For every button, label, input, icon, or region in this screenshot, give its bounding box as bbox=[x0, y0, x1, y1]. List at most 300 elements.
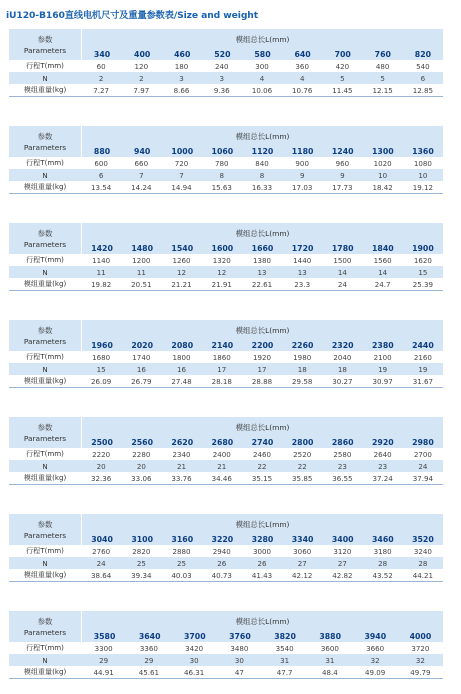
stroke-row-cells bbox=[81, 547, 443, 556]
length-header bbox=[82, 126, 443, 157]
n-row-cells bbox=[81, 462, 443, 471]
n-row-cells bbox=[81, 171, 443, 180]
document-title: iU120-B160直线电机尺寸及重量参数表/Size and weight bbox=[6, 10, 259, 21]
table-cell: 5 bbox=[380, 73, 385, 83]
weight-row bbox=[9, 278, 443, 291]
table-cell: 3300 bbox=[94, 643, 113, 653]
table-cell: 44.91 bbox=[93, 667, 114, 677]
length-value: 1240 bbox=[331, 147, 354, 156]
length-value: 3640 bbox=[138, 632, 161, 641]
length-values-row bbox=[82, 535, 443, 544]
length-value: 2200 bbox=[251, 341, 274, 350]
table-cell: 28.88 bbox=[251, 376, 273, 386]
stroke-row bbox=[9, 60, 443, 72]
table-cell: 9 bbox=[299, 170, 305, 180]
parameters-label-en: Parameters bbox=[23, 530, 67, 540]
stroke-row-label: 行程T(mm) bbox=[26, 643, 64, 652]
table-cell: 22.61 bbox=[251, 279, 273, 289]
table-cell: 3240 bbox=[413, 546, 432, 556]
weight-row-cells bbox=[81, 183, 443, 192]
table-cell: 360 bbox=[295, 61, 309, 71]
table-cell: 42.82 bbox=[332, 570, 353, 580]
parameters-label-cn: 参数 bbox=[37, 228, 53, 238]
table-cell: 21 bbox=[217, 461, 227, 471]
table-cell: 33.06 bbox=[131, 473, 152, 483]
weight-row bbox=[9, 375, 443, 388]
table-cell: 32 bbox=[370, 655, 380, 665]
length-header-label: 模组总长L(mm) bbox=[235, 423, 290, 432]
n-row-label: N bbox=[42, 655, 48, 665]
table-cell: 29.58 bbox=[292, 376, 313, 386]
table-cell: 17 bbox=[257, 364, 267, 374]
table-cell: 21 bbox=[177, 461, 187, 471]
stroke-row-label: 行程T(mm) bbox=[26, 255, 64, 264]
table-cell: 1500 bbox=[333, 255, 352, 265]
table-cell: 43.52 bbox=[372, 570, 393, 580]
table-cell: 1200 bbox=[132, 255, 151, 265]
table-cell: 9 bbox=[340, 170, 345, 180]
length-value: 2860 bbox=[331, 438, 354, 447]
stroke-row bbox=[9, 351, 443, 363]
parameters-label-cn: 参数 bbox=[37, 422, 53, 432]
length-header-label: 模组总长L(mm) bbox=[235, 617, 290, 626]
table-cell: 3540 bbox=[275, 643, 294, 653]
table-cell: 49.09 bbox=[364, 667, 386, 677]
table-cell: 28 bbox=[418, 558, 428, 568]
table-cell: 3 bbox=[179, 73, 184, 83]
table-cell: 4 bbox=[259, 73, 265, 83]
table-cell: 900 bbox=[295, 158, 309, 168]
table-cell: 6 bbox=[98, 170, 104, 180]
table-cell: 26 bbox=[217, 558, 227, 568]
table-cell: 21.91 bbox=[211, 279, 232, 289]
table-cell: 300 bbox=[255, 61, 269, 71]
length-value: 460 bbox=[174, 50, 191, 59]
table-cell: 11.45 bbox=[332, 85, 353, 95]
table-cell: 47.7 bbox=[276, 667, 293, 677]
table-cell: 14.24 bbox=[131, 182, 152, 192]
length-header-label: 模组总长L(mm) bbox=[235, 35, 290, 44]
table-cell: 12.85 bbox=[412, 85, 434, 95]
length-value: 700 bbox=[334, 50, 351, 59]
length-value: 940 bbox=[134, 147, 151, 156]
table-cell: 1920 bbox=[252, 352, 272, 362]
table-cell: 18 bbox=[337, 364, 347, 374]
weight-row bbox=[9, 666, 443, 679]
weight-row-label: 模组重量(kg) bbox=[23, 279, 67, 288]
table-cell: 14 bbox=[378, 267, 388, 277]
spec-table-1 bbox=[9, 29, 443, 97]
table-cell: 7 bbox=[179, 170, 184, 180]
table-cell: 1380 bbox=[252, 255, 272, 265]
table-cell: 12 bbox=[177, 267, 187, 277]
spec-table-5 bbox=[9, 417, 443, 485]
table-cell: 20 bbox=[136, 461, 146, 471]
table-cell: 7.97 bbox=[133, 85, 150, 95]
table-cell: 12.15 bbox=[372, 85, 393, 95]
length-value: 3100 bbox=[131, 535, 154, 544]
parameters-label-en: Parameters bbox=[23, 239, 67, 249]
table-cell: 660 bbox=[134, 158, 149, 168]
table-cell: 18.42 bbox=[372, 182, 393, 192]
weight-row-label: 模组重量(kg) bbox=[23, 376, 67, 385]
table-cell: 10 bbox=[418, 170, 428, 180]
length-value: 3280 bbox=[251, 535, 274, 544]
weight-row-label: 模组重量(kg) bbox=[23, 667, 67, 676]
table-header bbox=[9, 514, 443, 545]
weight-row bbox=[9, 569, 443, 582]
table-cell: 720 bbox=[174, 158, 189, 168]
table-cell: 28.18 bbox=[211, 376, 232, 386]
n-row bbox=[9, 557, 443, 569]
spec-table-3 bbox=[9, 223, 443, 291]
length-value: 2620 bbox=[171, 438, 194, 447]
table-cell: 420 bbox=[335, 61, 350, 71]
length-header bbox=[82, 29, 443, 60]
table-cell: 60 bbox=[96, 61, 106, 71]
table-cell: 2220 bbox=[92, 449, 111, 459]
length-value: 2020 bbox=[131, 341, 154, 350]
table-cell: 1320 bbox=[212, 255, 231, 265]
weight-row-cells bbox=[81, 668, 443, 677]
table-cell: 3060 bbox=[293, 546, 312, 556]
table-cell: 3720 bbox=[411, 643, 430, 653]
table-cell: 29 bbox=[99, 655, 109, 665]
table-cell: 11 bbox=[136, 267, 146, 277]
table-cell: 34.46 bbox=[211, 473, 232, 483]
table-cell: 1260 bbox=[172, 255, 191, 265]
stroke-row bbox=[9, 545, 443, 557]
length-value: 1960 bbox=[91, 341, 113, 350]
parameters-label-cn: 参数 bbox=[37, 519, 53, 529]
table-cell: 1680 bbox=[92, 352, 111, 362]
length-value: 3820 bbox=[274, 632, 296, 641]
length-value: 3160 bbox=[171, 535, 194, 544]
table-header bbox=[9, 320, 443, 351]
table-cell: 1980 bbox=[293, 352, 312, 362]
stroke-row-label: 行程T(mm) bbox=[26, 158, 64, 167]
n-row bbox=[9, 169, 443, 181]
stroke-row-cells bbox=[81, 62, 443, 71]
n-row bbox=[9, 363, 443, 375]
table-cell: 3420 bbox=[185, 643, 204, 653]
length-value: 340 bbox=[93, 50, 111, 59]
table-cell: 13 bbox=[257, 267, 267, 277]
length-value: 3940 bbox=[364, 632, 387, 641]
table-cell: 4 bbox=[299, 73, 305, 83]
n-row bbox=[9, 72, 443, 84]
length-value: 520 bbox=[214, 50, 231, 59]
length-value: 3400 bbox=[331, 535, 354, 544]
table-cell: 2520 bbox=[293, 449, 312, 459]
table-cell: 1620 bbox=[413, 255, 432, 265]
length-value: 3340 bbox=[291, 535, 314, 544]
parameters-label-en: Parameters bbox=[23, 433, 67, 443]
table-cell: 16 bbox=[177, 364, 187, 374]
length-value: 2260 bbox=[291, 341, 314, 350]
length-value: 3700 bbox=[183, 632, 206, 641]
table-cell: 3600 bbox=[320, 643, 339, 653]
stroke-row-cells bbox=[81, 159, 443, 168]
weight-row-cells bbox=[81, 280, 443, 289]
length-value: 1600 bbox=[211, 244, 234, 253]
length-value: 1000 bbox=[171, 147, 194, 156]
parameters-label-en: Parameters bbox=[23, 627, 67, 637]
table-cell: 30 bbox=[234, 655, 244, 665]
length-value: 1660 bbox=[251, 244, 274, 253]
table-cell: 8.66 bbox=[173, 85, 190, 95]
parameters-label-cn: 参数 bbox=[37, 616, 53, 626]
table-cell: 10 bbox=[378, 170, 388, 180]
table-cell: 31 bbox=[325, 655, 335, 665]
length-value: 2740 bbox=[251, 438, 274, 447]
n-row-cells bbox=[81, 268, 443, 277]
table-cell: 2940 bbox=[212, 546, 231, 556]
table-cell: 2100 bbox=[373, 352, 392, 362]
spec-table-2 bbox=[9, 126, 443, 194]
table-cell: 29 bbox=[144, 655, 154, 665]
n-row-label: N bbox=[42, 170, 48, 180]
table-cell: 2 bbox=[98, 73, 104, 83]
parameters-label-en: Parameters bbox=[23, 45, 67, 55]
table-cell: 3 bbox=[219, 73, 225, 83]
length-value: 2500 bbox=[91, 438, 113, 447]
table-cell: 40.03 bbox=[171, 570, 192, 580]
table-cell: 30 bbox=[189, 655, 199, 665]
table-cell: 31.67 bbox=[412, 376, 434, 386]
table-cell: 20.51 bbox=[131, 279, 152, 289]
spec-table-6 bbox=[9, 514, 443, 582]
table-cell: 2160 bbox=[413, 352, 432, 362]
table-cell: 6 bbox=[420, 73, 426, 83]
length-value: 400 bbox=[134, 50, 151, 59]
table-cell: 15 bbox=[96, 364, 106, 374]
length-header-label: 模组总长L(mm) bbox=[235, 326, 290, 335]
table-cell: 2400 bbox=[212, 449, 231, 459]
table-header bbox=[9, 611, 443, 642]
n-row bbox=[9, 460, 443, 472]
table-cell: 37.94 bbox=[412, 473, 434, 483]
length-values-row bbox=[82, 632, 443, 641]
length-value: 2800 bbox=[291, 438, 314, 447]
table-cell: 19 bbox=[418, 364, 428, 374]
length-value: 1180 bbox=[291, 147, 314, 156]
table-cell: 47 bbox=[234, 667, 244, 677]
table-cell: 1560 bbox=[373, 255, 392, 265]
table-cell: 10.06 bbox=[251, 85, 273, 95]
spec-table-7 bbox=[9, 611, 443, 679]
table-cell: 2280 bbox=[132, 449, 151, 459]
length-value: 1060 bbox=[211, 147, 234, 156]
length-value: 2140 bbox=[211, 341, 234, 350]
table-cell: 23.3 bbox=[294, 279, 311, 289]
weight-row-cells bbox=[81, 474, 443, 483]
parameters-header bbox=[9, 126, 82, 157]
weight-row bbox=[9, 472, 443, 485]
table-cell: 480 bbox=[375, 61, 390, 71]
table-cell: 11 bbox=[96, 267, 106, 277]
table-cell: 1020 bbox=[373, 158, 392, 168]
stroke-row-cells bbox=[81, 644, 443, 653]
table-cell: 840 bbox=[255, 158, 269, 168]
table-cell: 1860 bbox=[212, 352, 231, 362]
table-cell: 2700 bbox=[413, 449, 432, 459]
length-value: 1780 bbox=[331, 244, 354, 253]
length-value: 1480 bbox=[131, 244, 154, 253]
length-value: 2080 bbox=[171, 341, 194, 350]
length-value: 3580 bbox=[93, 632, 116, 641]
table-cell: 8 bbox=[259, 170, 265, 180]
table-cell: 5 bbox=[340, 73, 345, 83]
table-cell: 24.7 bbox=[374, 279, 391, 289]
length-value: 2680 bbox=[211, 438, 234, 447]
length-value: 2320 bbox=[331, 341, 354, 350]
table-cell: 49.79 bbox=[410, 667, 431, 677]
table-header bbox=[9, 29, 443, 60]
table-cell: 15.63 bbox=[211, 182, 232, 192]
table-cell: 540 bbox=[416, 61, 430, 71]
table-cell: 780 bbox=[214, 158, 229, 168]
length-values-row bbox=[82, 341, 443, 350]
table-cell: 32 bbox=[415, 655, 425, 665]
n-row-label: N bbox=[42, 461, 48, 471]
stroke-row-label: 行程T(mm) bbox=[26, 61, 64, 70]
length-value: 3460 bbox=[371, 535, 394, 544]
parameters-header bbox=[9, 611, 82, 642]
parameters-label-cn: 参数 bbox=[37, 34, 53, 44]
table-header bbox=[9, 417, 443, 448]
table-cell: 27 bbox=[337, 558, 347, 568]
table-cell: 19.12 bbox=[412, 182, 434, 192]
length-value: 1360 bbox=[412, 147, 434, 156]
n-row-cells bbox=[81, 74, 443, 83]
table-cell: 35.15 bbox=[251, 473, 273, 483]
length-value: 880 bbox=[93, 147, 111, 156]
stroke-row-cells bbox=[81, 450, 443, 459]
table-cell: 17.03 bbox=[292, 182, 313, 192]
table-cell: 46.31 bbox=[183, 667, 205, 677]
length-values-row bbox=[82, 50, 443, 59]
table-cell: 24 bbox=[418, 461, 428, 471]
stroke-row bbox=[9, 157, 443, 169]
table-cell: 40.73 bbox=[211, 570, 232, 580]
n-row bbox=[9, 266, 443, 278]
table-cell: 3000 bbox=[252, 546, 272, 556]
parameters-header bbox=[9, 223, 82, 254]
table-cell: 8 bbox=[219, 170, 225, 180]
table-cell: 24 bbox=[337, 279, 347, 289]
table-cell: 27 bbox=[297, 558, 307, 568]
table-cell: 14 bbox=[337, 267, 347, 277]
length-value: 1900 bbox=[412, 244, 434, 253]
stroke-row-cells bbox=[81, 256, 443, 265]
length-values-row bbox=[82, 147, 443, 156]
weight-row-label: 模组重量(kg) bbox=[23, 570, 67, 579]
table-cell: 26.79 bbox=[131, 376, 152, 386]
length-value: 3220 bbox=[211, 535, 234, 544]
length-header bbox=[82, 611, 443, 642]
length-value: 640 bbox=[294, 50, 311, 59]
weight-row-cells bbox=[81, 571, 443, 580]
table-cell: 7 bbox=[139, 170, 144, 180]
stroke-row-label: 行程T(mm) bbox=[26, 352, 64, 361]
table-cell: 9.36 bbox=[213, 85, 230, 95]
length-value: 4000 bbox=[409, 632, 432, 641]
length-values-row bbox=[82, 438, 443, 447]
table-cell: 16 bbox=[136, 364, 146, 374]
stroke-row-label: 行程T(mm) bbox=[26, 449, 64, 458]
table-cell: 37.24 bbox=[372, 473, 393, 483]
table-cell: 48.4 bbox=[321, 667, 338, 677]
table-cell: 39.34 bbox=[131, 570, 152, 580]
table-cell: 3480 bbox=[230, 643, 249, 653]
length-value: 820 bbox=[414, 50, 432, 59]
weight-row-cells bbox=[81, 377, 443, 386]
table-cell: 14.94 bbox=[171, 182, 192, 192]
length-value: 3760 bbox=[229, 632, 251, 641]
parameters-label-en: Parameters bbox=[23, 336, 67, 346]
table-cell: 25.39 bbox=[412, 279, 434, 289]
table-cell: 30.27 bbox=[332, 376, 353, 386]
stroke-row-cells bbox=[81, 353, 443, 362]
length-value: 3520 bbox=[412, 535, 434, 544]
table-cell: 21.21 bbox=[171, 279, 192, 289]
n-row-cells bbox=[81, 559, 443, 568]
table-cell: 45.61 bbox=[138, 667, 160, 677]
table-cell: 13 bbox=[297, 267, 307, 277]
weight-row-label: 模组重量(kg) bbox=[23, 182, 67, 191]
table-cell: 41.43 bbox=[251, 570, 273, 580]
length-value: 1120 bbox=[251, 147, 274, 156]
length-header bbox=[82, 514, 443, 545]
table-cell: 35.85 bbox=[292, 473, 313, 483]
length-header bbox=[82, 417, 443, 448]
table-cell: 38.64 bbox=[90, 570, 112, 580]
table-cell: 33.76 bbox=[171, 473, 192, 483]
table-cell: 19.82 bbox=[90, 279, 112, 289]
table-cell: 32.36 bbox=[90, 473, 112, 483]
table-cell: 2880 bbox=[172, 546, 191, 556]
table-cell: 23 bbox=[378, 461, 388, 471]
length-value: 1840 bbox=[371, 244, 394, 253]
table-cell: 2 bbox=[139, 73, 144, 83]
table-cell: 16.33 bbox=[251, 182, 273, 192]
table-cell: 26 bbox=[257, 558, 267, 568]
table-cell: 1800 bbox=[172, 352, 191, 362]
table-cell: 19 bbox=[378, 364, 388, 374]
table-cell: 28 bbox=[378, 558, 388, 568]
stroke-row-label: 行程T(mm) bbox=[26, 546, 64, 555]
table-cell: 15 bbox=[418, 267, 428, 277]
length-value: 1720 bbox=[291, 244, 314, 253]
parameters-header bbox=[9, 514, 82, 545]
table-cell: 22 bbox=[257, 461, 267, 471]
table-cell: 3120 bbox=[333, 546, 352, 556]
table-cell: 1080 bbox=[413, 158, 432, 168]
stroke-row bbox=[9, 642, 443, 654]
table-cell: 120 bbox=[134, 61, 149, 71]
table-cell: 1440 bbox=[293, 255, 312, 265]
length-value: 2440 bbox=[412, 341, 434, 350]
weight-row bbox=[9, 181, 443, 194]
table-cell: 25 bbox=[177, 558, 187, 568]
table-cell: 18 bbox=[297, 364, 307, 374]
weight-row-label: 模组重量(kg) bbox=[23, 85, 67, 94]
table-cell: 600 bbox=[94, 158, 108, 168]
table-cell: 25 bbox=[136, 558, 146, 568]
length-header-label: 模组总长L(mm) bbox=[235, 229, 290, 238]
length-header-label: 模组总长L(mm) bbox=[235, 132, 290, 141]
